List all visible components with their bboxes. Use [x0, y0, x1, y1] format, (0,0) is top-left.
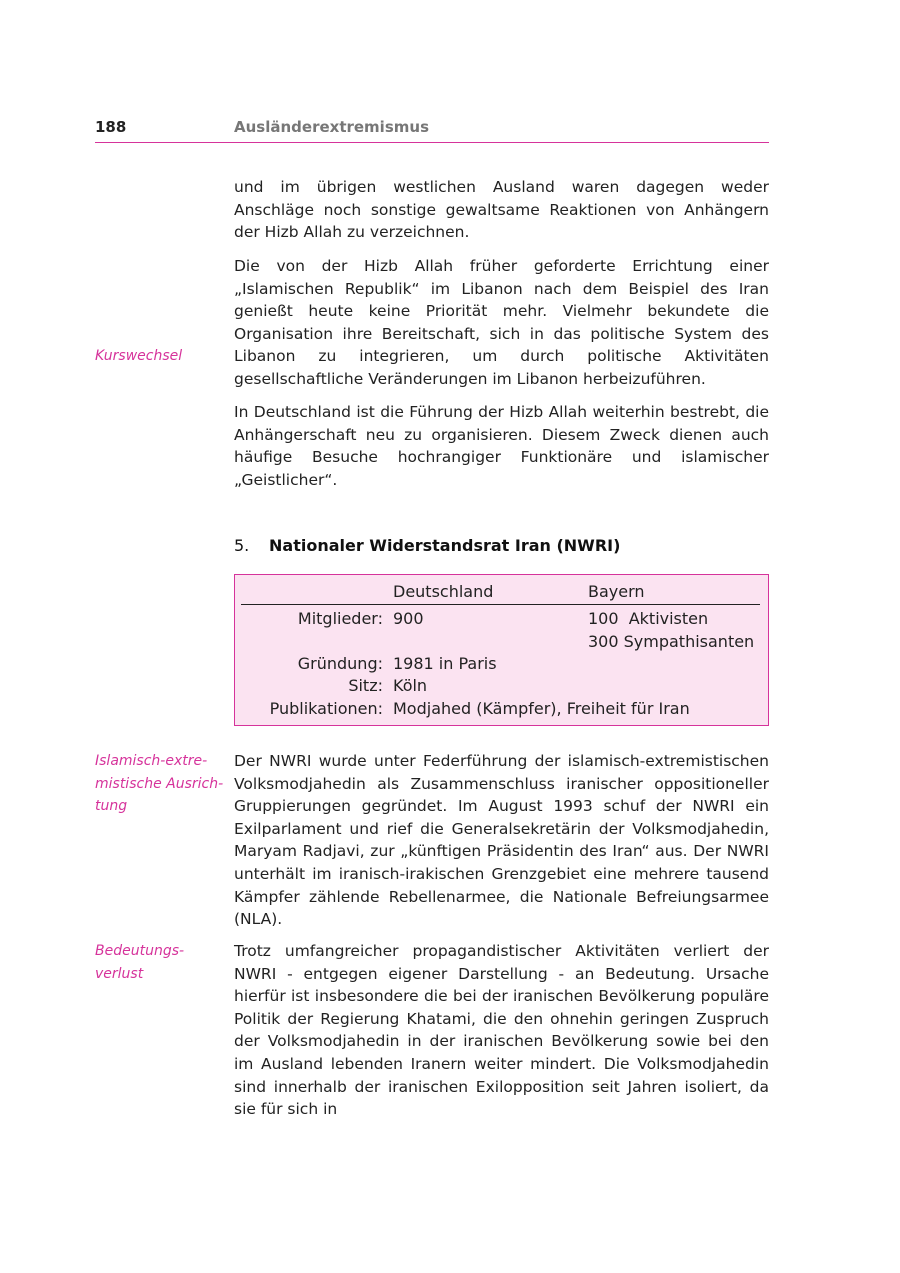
paragraph-5-block — [234, 940, 769, 1121]
members-de-value: 900 — [393, 609, 424, 628]
founded-value: 1981 in Paris — [393, 654, 497, 673]
paragraph-3: In Deutschland ist die Führung der Hizb Allah weiterhin bestrebt, die Anhängerschaft neu zu organisieren. Diesem Zweck dienen auch häufige Besuche hochrangiger Funktionäre und islamischer „Geistlicher“. — [234, 403, 769, 489]
paragraph-4-block — [234, 750, 769, 931]
page-number: 188 — [95, 118, 127, 136]
column-header-bayern: Bayern — [588, 582, 645, 601]
seat-label: Sitz: — [348, 676, 383, 695]
margin-note-ausrichtung-line-2: mistische Ausrich- — [95, 775, 224, 792]
margin-note-bedeutungsverlust — [95, 940, 225, 985]
members-by-activists: 100 Aktivisten — [588, 609, 709, 628]
paragraph-1: und im übrigen westlichen Ausland waren dagegen weder Anschläge noch sonstige gewaltsame Reaktionen von Anhängern der Hizb Allah zu verzeichnen. — [234, 178, 769, 242]
margin-note-bedeutung-line-1: Bedeutungs- — [95, 943, 185, 959]
section-heading — [234, 536, 620, 555]
publications-label: Publikationen: — [269, 699, 383, 718]
founded-label: Gründung: — [297, 654, 383, 673]
paragraph-5: Trotz umfangreicher propagandistischer Aktivitäten verliert der NWRI - entgegen eigener Darstellung - an Bedeutung. Ursache hierfür ist insbesondere die bei der iranischen Bevölkerung populäre Politik der Regierung Khatami, die den ohnehin geringen Zuspruch der Volksmodjahedin in der iranischen Bevölkerung sowie bei den im Ausland lebenden Iranern weiter mindert. Die Volksmodjahedin sind innerhalb der iranischen Exilopposition seit Jahren isoliert, da sie für sich in — [234, 942, 769, 1119]
paragraph-2: Die von der Hizb Allah früher geforderte Errichtung einer „Islamischen Republik“ im Libanon nach dem Beispiel des Iran genießt heute keine Priorität mehr. Vielmehr bekundete die Organisation ihre Bereitschaft, sich in das politische System des Libanon zu integrieren, um durch politische Aktivitäten gesellschaftliche Veränderungen im Libanon herbeizuführen. — [234, 257, 769, 388]
section-number: 5. — [234, 536, 250, 555]
paragraph-2-block — [234, 255, 769, 391]
column-header-deutschland: Deutschland — [393, 582, 494, 601]
paragraph-3-block — [234, 401, 769, 491]
margin-note-ausrichtung-line-3: tung — [95, 798, 128, 815]
fact-box — [234, 574, 769, 726]
members-label: Mitglieder: — [297, 609, 383, 628]
header-rule — [241, 604, 760, 605]
section-title: Nationaler Widerstandsrat Iran (NWRI) — [269, 536, 621, 555]
margin-note-bedeutung-line-2: verlust — [95, 965, 144, 982]
paragraph-4: Der NWRI wurde unter Federführung der islamisch-extremistischen Volksmodjahedin als Zusammenschluss iranischer oppositioneller Gruppierungen gegründet. Im August 1993 schuf der NWRI ein Exilparlament und rief die Generalsekretärin der Volksmodjahedin, Maryam Radjavi, zur „künftigen Präsidentin des Iran“ aus. Der NWRI unterhält im iranisch-irakischen Grenzgebiet eine mehrere tausend Kämpfer zählende Rebellenarmee, die Nationale Befreiungsarmee (NLA). — [234, 752, 769, 929]
margin-note-kurswechsel: Kurswechsel — [95, 348, 183, 364]
seat-value: Köln — [393, 676, 428, 695]
running-header — [95, 118, 769, 143]
running-title: Ausländerextremismus — [234, 118, 429, 136]
publications-value: Modjahed (Kämpfer), Freiheit für Iran — [393, 699, 690, 718]
margin-note-ausrichtung — [95, 750, 225, 818]
margin-note-ausrichtung-line-1: Islamisch-extre- — [95, 753, 208, 769]
paragraph-1-block — [234, 176, 769, 244]
members-by-sympathizers: 300 Sympathisanten — [588, 632, 755, 651]
